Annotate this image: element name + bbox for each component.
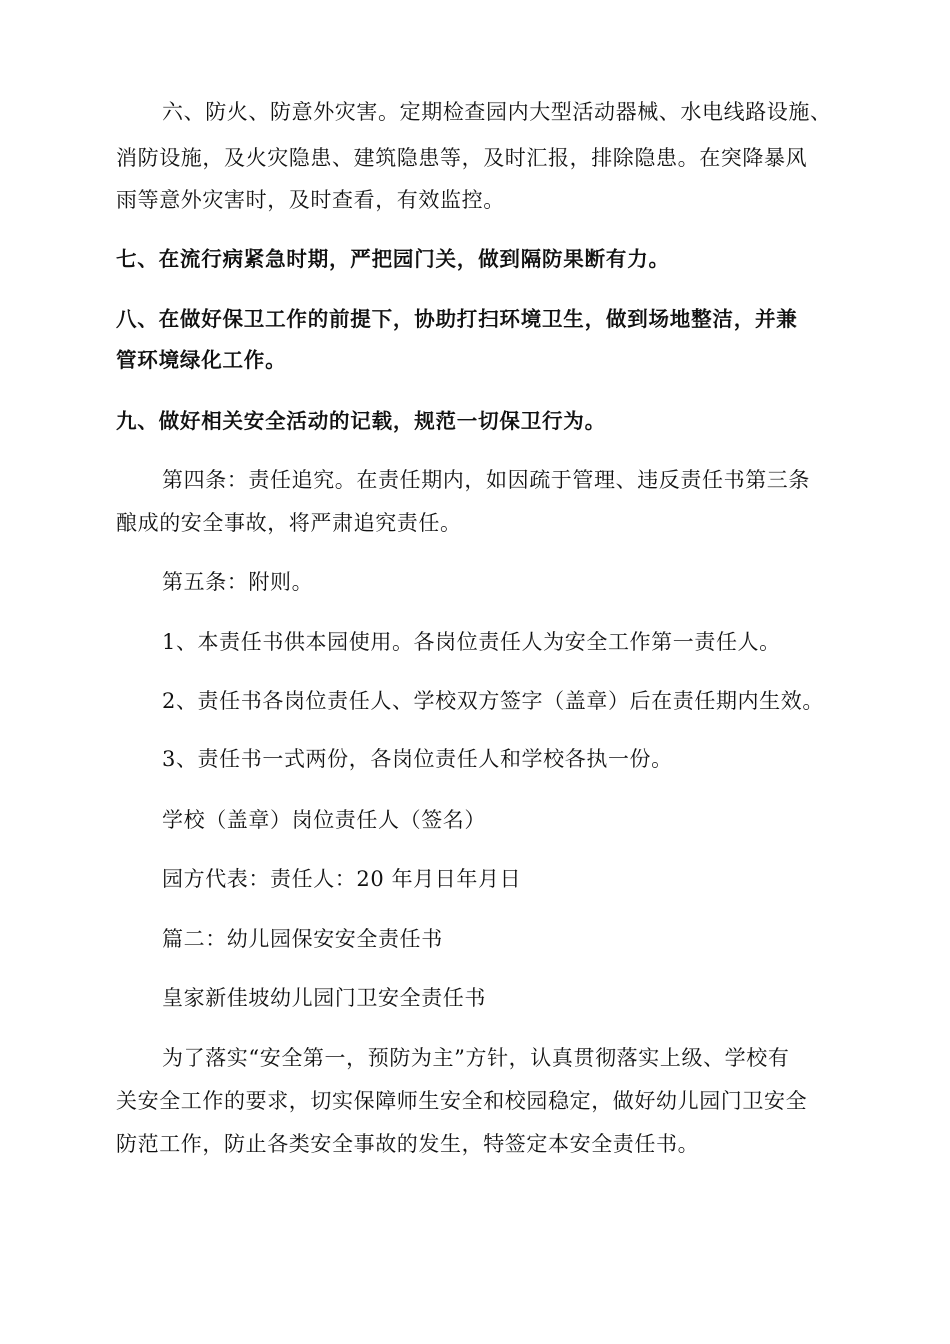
document-title: 皇家新佳坡幼儿园门卫安全责任书 xyxy=(162,986,486,1010)
section-title: 篇二：幼儿园保安安全责任书 xyxy=(162,927,443,951)
clause-2: 2、责任书各岗位责任人、学校双方签字（盖章）后在责任期内生效。 xyxy=(162,689,824,713)
intro-line-1: 为了落实“安全第一，预防为主”方针，认真贯彻落实上级、学校有 xyxy=(162,1046,790,1070)
paragraph-6-line-3: 雨等意外灾害时，及时查看，有效监控。 xyxy=(116,188,505,212)
paragraph-8-line-2: 管环境绿化工作。 xyxy=(116,348,287,372)
article-4-line-1: 第四条：责任追究。在责任期内，如因疏于管理、违反责任书第三条 xyxy=(162,468,810,492)
paragraph-6-line-1: 六、防火、防意外灾害。定期检查园内大型活动器械、水电线路设施、 xyxy=(162,100,832,124)
paragraph-6-line-2: 消防设施，及火灾隐患、建筑隐患等，及时汇报，排除隐患。在突降暴风 xyxy=(116,146,808,170)
intro-line-2: 关安全工作的要求，切实保障师生安全和校园稳定，做好幼儿园门卫安全 xyxy=(116,1089,808,1113)
signature-school: 学校（盖章）岗位责任人（签名） xyxy=(162,808,486,832)
article-5-heading: 第五条：附则。 xyxy=(162,570,314,594)
article-4-line-2: 酿成的安全事故，将严肃追究责任。 xyxy=(116,511,462,535)
paragraph-9: 九、做好相关安全活动的记载，规范一切保卫行为。 xyxy=(116,409,606,433)
paragraph-8-line-1: 八、在做好保卫工作的前提下，协助打扫环境卫生，做到场地整洁，并兼 xyxy=(116,307,798,331)
paragraph-7: 七、在流行病紧急时期，严把园门关，做到隔防果断有力。 xyxy=(116,247,670,271)
signature-kindergarten: 园方代表：责任人：20 年月日年月日 xyxy=(162,867,522,891)
intro-line-3: 防范工作，防止各类安全事故的发生，特签定本安全责任书。 xyxy=(116,1132,700,1156)
clause-1: 1、本责任书供本园使用。各岗位责任人为安全工作第一责任人。 xyxy=(162,630,781,654)
clause-3: 3、责任书一式两份，各岗位责任人和学校各执一份。 xyxy=(162,747,673,771)
